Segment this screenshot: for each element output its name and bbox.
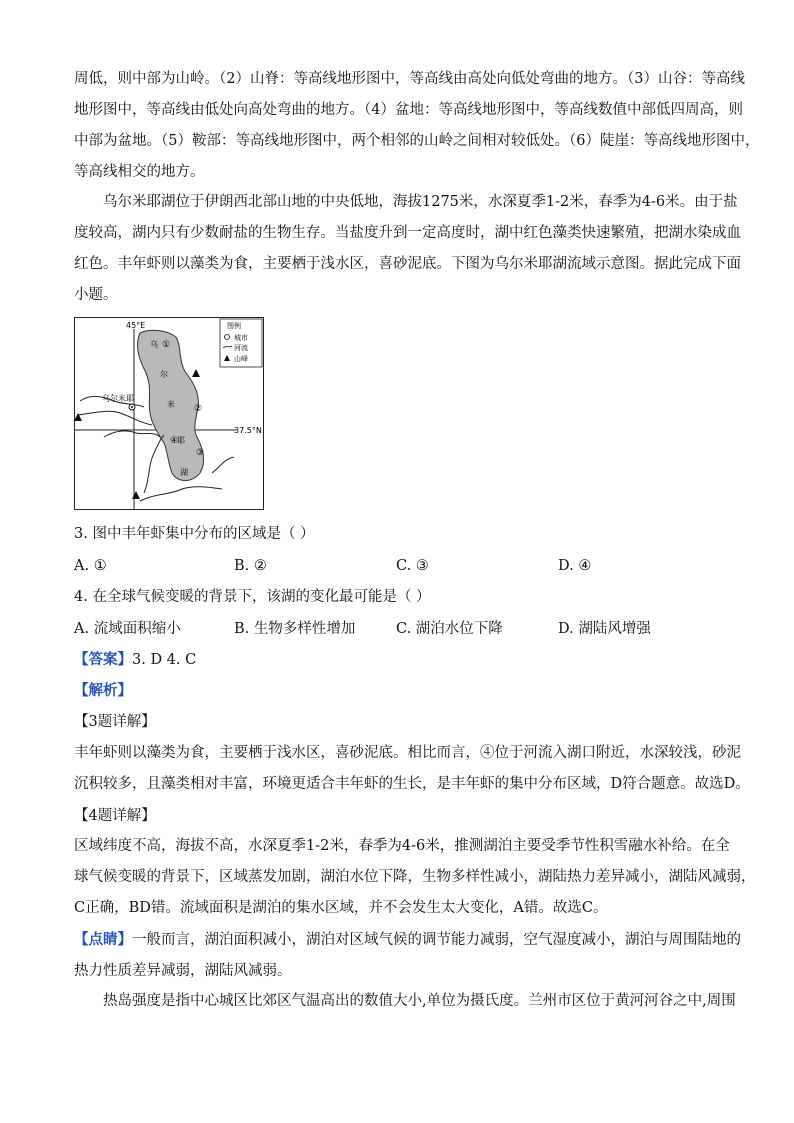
lake-passage	[74, 187, 741, 311]
longitude-label: 45°E	[126, 321, 146, 330]
map-figure	[74, 317, 264, 510]
intro-line: 中部为盆地。（5）鞍部：等高线地形图中，两个相邻的山岭之间相对较低处。（6）陡崖：等高线地形图中，	[74, 133, 760, 149]
urmia-basin-map	[74, 317, 264, 510]
q3-option-d[interactable]: D. ④	[558, 558, 592, 574]
answer-tag: 【答案】	[74, 651, 132, 668]
q3-option-b[interactable]: B. ②	[234, 558, 267, 574]
passage-line: 小题。	[74, 287, 118, 303]
legend-title: 图例	[227, 322, 241, 330]
marker-3: ③	[196, 448, 205, 458]
lake-label-char: 耶	[177, 436, 185, 445]
q4-detail-line: C正确，BD错。流域面积是湖泊的集水区域，并不会发生太大变化，A错。故选C。	[74, 900, 608, 916]
q3-option-c[interactable]: C. ③	[396, 558, 429, 574]
city-label: 乌尔米耶	[102, 394, 134, 403]
tip-tag: 【点睛】	[74, 931, 132, 948]
answer-row	[74, 650, 722, 670]
legend-river: 河流	[234, 344, 248, 352]
tip-second-line: 热力性质差异减弱，湖陆风减弱。	[74, 963, 292, 979]
map-legend	[220, 319, 262, 367]
intro-paragraph	[74, 64, 760, 188]
question-4-stem: 4. 在全球气候变暖的背景下，该湖的变化最可能是（ ）	[74, 589, 431, 605]
passage-line: 红色。丰年虾则以藻类为食，主要栖于浅水区，喜砂泥底。下图为乌尔米耶湖流域示意图。据此完成下面	[74, 256, 741, 272]
marker-2: ②	[194, 404, 203, 414]
city-icon-dot	[131, 406, 133, 408]
q3-detail-heading: 【3题详解】	[74, 714, 156, 730]
latitude-label: 37.5°N	[234, 426, 262, 435]
q3-detail-line: 丰年虾则以藻类为食，主要栖于浅水区，喜砂泥底。相比而言，④位于河流入湖口附近，水深较浅，砂泥	[74, 745, 741, 761]
lake-label-char: 米	[167, 400, 175, 409]
analysis-tag: 【解析】	[74, 682, 132, 699]
q4-option-d[interactable]: D. 湖陆风增强	[558, 621, 651, 637]
intro-line: 地形图中，等高线由低处向高处弯曲的地方。（4）盆地：等高线地形图中，等高线数值中部低四周高，则	[74, 102, 743, 118]
q4-detail-heading: 【4题详解】	[74, 808, 156, 824]
lake-label-char: 湖	[180, 468, 188, 477]
passage-line: 乌尔米耶湖位于伊朗西北部山地的中央低地，海拔1275米，水深夏季1-2米，春季为4-6米。由于盐	[103, 194, 738, 210]
next-passage-line: 热岛强度是指中心城区比郊区气温高出的数值大小,单位为摄氏度。兰州市区位于黄河河谷之中,周围	[103, 993, 736, 1009]
tip-first-line: 一般而言，湖泊面积减小，湖泊对区域气候的调节能力减弱，空气湿度减小，湖泊与周围陆地的	[132, 932, 741, 948]
q3-option-a[interactable]: A. ①	[74, 558, 107, 574]
next-passage	[74, 986, 736, 1017]
legend-peak: 山峰	[234, 355, 248, 363]
question-3-stem: 3. 图中丰年虾集中分布的区域是（ ）	[74, 526, 315, 542]
tip-paragraph	[74, 924, 741, 987]
q3-detail-body	[74, 738, 750, 800]
legend-city: 城市	[234, 334, 248, 342]
marker-4: ④	[170, 436, 179, 446]
analysis-heading	[74, 681, 722, 701]
q4-detail-body	[74, 831, 756, 924]
q4-detail-line: 区域纬度不高，海拔不高，水深夏季1-2米，春季为4-6米，推测湖泊主要受季节性积雪融水补给。在全	[74, 838, 730, 854]
q4-option-a[interactable]: A. 流域面积缩小	[74, 621, 181, 637]
q4-option-c[interactable]: C. 湖泊水位下降	[396, 621, 503, 637]
tip-line	[74, 924, 741, 956]
q4-detail-line: 球气候变暖的背景下，区域蒸发加剧，湖泊水位下降，生物多样性减小，湖陆热力差异减小，湖陆风减弱，	[74, 869, 756, 885]
q4-option-b[interactable]: B. 生物多样性增加	[234, 621, 356, 637]
lake-label-char: 尔	[160, 370, 168, 379]
q3-detail-line: 沉积较多，且藻类相对丰富，环境更适合丰年虾的生长，是丰年虾的集中分布区域，D符合题意。故选D。	[74, 776, 750, 792]
intro-line: 周低，则中部为山岭。（2）山脊：等高线地形图中，等高线由高处向低处弯曲的地方。（3）山谷：等高线	[74, 71, 745, 87]
lake-label-char: 乌	[150, 340, 158, 349]
intro-line: 等高线相交的地方。	[74, 164, 205, 180]
legend-city-icon	[225, 335, 230, 340]
passage-line: 度较高，湖内只有少数耐盐的生物生存。当盐度升到一定高度时，湖中红色藻类快速繁殖，把湖水染成血	[74, 225, 741, 241]
answer-text: 3. D 4. C	[132, 652, 197, 668]
marker-1: ①	[162, 340, 171, 350]
